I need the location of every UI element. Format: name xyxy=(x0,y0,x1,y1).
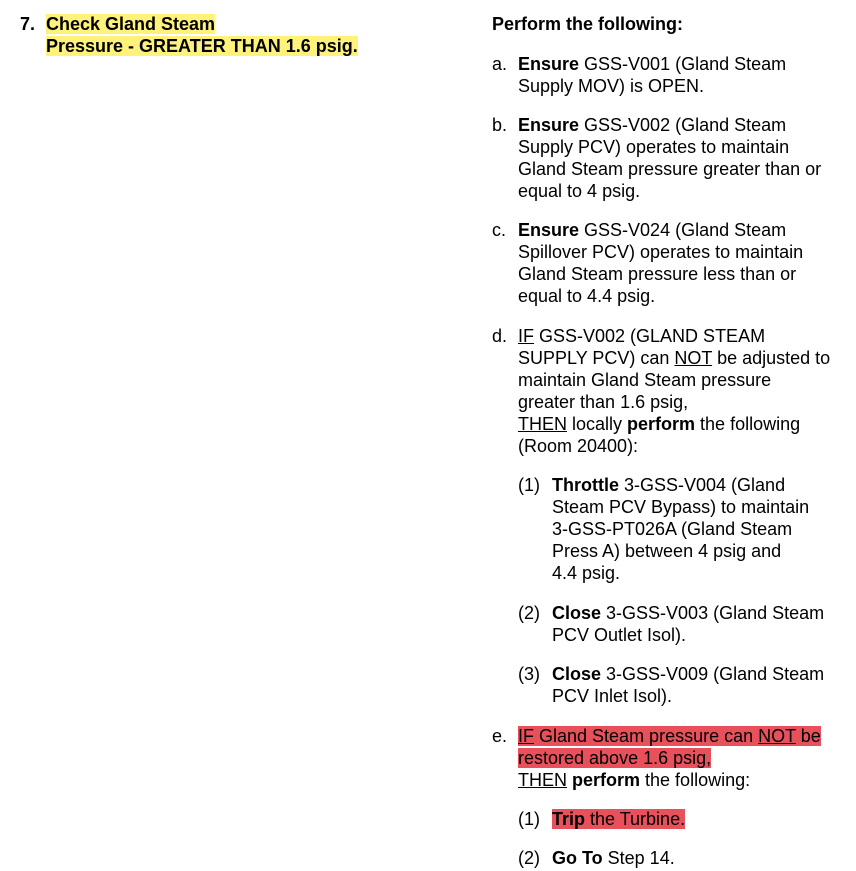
step-title-line1: Check Gland Steam xyxy=(46,14,216,34)
if-keyword: IF xyxy=(518,726,534,746)
then-keyword: THEN xyxy=(518,414,567,434)
action-verb: Ensure xyxy=(518,220,580,240)
text: Gland Steam pressure less than or xyxy=(518,264,797,284)
text: 3-GSS-V004 (Gland xyxy=(619,475,786,495)
text: Supply PCV) operates to maintain xyxy=(518,137,790,157)
text: Supply MOV) is OPEN. xyxy=(518,76,705,96)
substep-d-1 xyxy=(518,474,856,584)
text: greater than 1.6 psig, xyxy=(518,392,689,412)
text: the following xyxy=(695,414,801,434)
action-verb: Ensure xyxy=(518,115,580,135)
text: Gland Steam pressure greater than or xyxy=(518,159,822,179)
action-verb: Close xyxy=(552,664,602,684)
substep-b-label: b. xyxy=(492,115,508,135)
substep-b xyxy=(492,114,856,202)
substep-d-label: d. xyxy=(492,326,508,346)
substep-d-3 xyxy=(518,663,856,707)
substep-d xyxy=(492,325,856,457)
text: PCV Outlet Isol). xyxy=(552,625,687,645)
text: GSS-V002 (Gland Steam xyxy=(579,115,787,135)
text: PCV Inlet Isol). xyxy=(552,686,673,706)
text: restored above 1.6 psig, xyxy=(518,748,712,768)
text: GSS-V001 (Gland Steam xyxy=(579,54,787,74)
text: equal to 4 psig. xyxy=(518,181,641,201)
step-title-line2: Pressure - GREATER THAN 1.6 psig. xyxy=(46,36,358,56)
substep-a-label: a. xyxy=(492,54,508,74)
text: 3-GSS-V003 (Gland Steam xyxy=(601,603,825,623)
text: (Room 20400): xyxy=(518,436,639,456)
text: be xyxy=(795,726,821,746)
substep-d-2-label: (2) xyxy=(518,603,540,623)
text: 4.4 psig. xyxy=(552,563,621,583)
action-verb: Go To xyxy=(552,848,603,868)
action-verb: Trip xyxy=(552,809,586,829)
substep-d-2 xyxy=(518,602,856,646)
substep-e xyxy=(492,725,856,791)
text: the following: xyxy=(640,770,751,790)
action-verb: perform xyxy=(627,414,696,434)
text: Gland Steam pressure can xyxy=(534,726,759,746)
text: Press A) between 4 psig and xyxy=(552,541,782,561)
response-heading: Perform the following: xyxy=(492,14,683,34)
substep-c xyxy=(492,219,856,307)
text: SUPPLY PCV) can xyxy=(518,348,675,368)
substep-e-2-label: (2) xyxy=(518,848,540,868)
then-keyword: THEN xyxy=(518,770,567,790)
step-title xyxy=(46,13,358,57)
text: Spillover PCV) operates to maintain xyxy=(518,242,804,262)
substep-e-1-label: (1) xyxy=(518,809,540,829)
text: equal to 4.4 psig. xyxy=(518,286,656,306)
substep-e-2 xyxy=(518,847,856,869)
action-verb: Ensure xyxy=(518,54,580,74)
text: maintain Gland Steam pressure xyxy=(518,370,772,390)
text: Steam PCV Bypass) to maintain xyxy=(552,497,810,517)
substep-d-1-label: (1) xyxy=(518,475,540,495)
action-verb: Close xyxy=(552,603,602,623)
action-verb: Throttle xyxy=(552,475,619,495)
substep-e-label: e. xyxy=(492,726,508,746)
text: be adjusted to xyxy=(712,348,831,368)
step-number: 7. xyxy=(20,14,36,34)
action-verb: perform xyxy=(572,770,641,790)
substep-e-1 xyxy=(518,808,856,830)
text: Step 14. xyxy=(602,848,675,868)
substep-a xyxy=(492,53,856,97)
substep-d-3-label: (3) xyxy=(518,664,540,684)
text: 3-GSS-V009 (Gland Steam xyxy=(601,664,825,684)
text: 3-GSS-PT026A (Gland Steam xyxy=(552,519,793,539)
not-keyword: NOT xyxy=(758,726,796,746)
text: GSS-V002 (GLAND STEAM xyxy=(534,326,766,346)
substep-c-label: c. xyxy=(492,220,507,240)
if-keyword: IF xyxy=(518,326,534,346)
text: locally xyxy=(567,414,628,434)
text: the Turbine. xyxy=(585,809,686,829)
not-keyword: NOT xyxy=(674,348,713,368)
text: GSS-V024 (Gland Steam xyxy=(579,220,787,240)
